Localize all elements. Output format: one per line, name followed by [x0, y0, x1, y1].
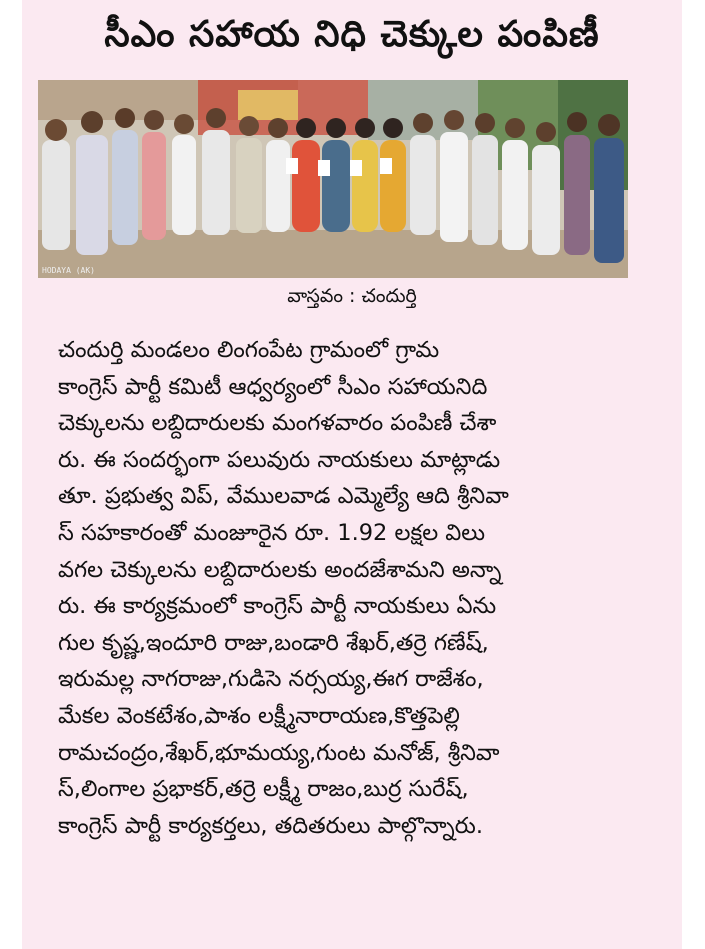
body-line: కాంగ్రెస్ పార్టీ కమిటీ ఆధ్వర్యంలో సీఎం సహాయనిది [58, 373, 488, 400]
body-line: స్,లింగాల ప్రభాకర్,తర్రె లక్ష్మీ రాజం,బుర్ర సురేష్, [58, 776, 469, 803]
dateline: వాస్తవం : చందుర్తి [287, 285, 417, 307]
body-line: స్ సహకారంతో మంజూరైన రూ. 1.92 లక్షల విలు [58, 519, 486, 546]
body-line: చెక్కులను లబ్దిదారులకు మంగళవారం పంపిణీ చేశా [58, 410, 497, 437]
body-line: రు. ఈ కార్యక్రమంలో కాంగ్రెస్ పార్టీ నాయకులు ఏను [58, 593, 497, 620]
body-line: తూ. ప్రభుత్వ విప్, వేములవాడ ఎమ్మెల్యే ఆది శ్రీనివా [58, 483, 509, 510]
body-line: మేకల వెంకటేశం,పాశం లక్ష్మీనారాయణ,కొత్తపెల్లి [58, 702, 460, 729]
body-line: చందుర్తి మండలం లింగంపేట గ్రామంలో గ్రామ [58, 337, 440, 363]
news-photo [38, 80, 628, 278]
body-line: రామచంద్రం,శేఖర్,భూమయ్య,గుంట మనోజ్, శ్రీనివా [58, 739, 500, 766]
headline: సీఎం సహాయ నిధి చెక్కుల పంపిణీ [104, 14, 600, 55]
group-photo-illustration [38, 80, 628, 278]
article-body [58, 332, 678, 844]
body-line: కాంగ్రెస్ పార్టీ కార్యకర్తలు, తదితరులు పాల్గొన్నారు. [58, 812, 483, 839]
body-line: ఇరుమల్ల నాగరాజు,గుడిసె నర్సయ్య,ఈగ రాజేశం, [58, 666, 484, 693]
body-line: గుల కృష్ణ,ఇందూరి రాజు,బండారి శేఖర్,తర్రె గణేష్, [58, 629, 489, 656]
body-line: వగల చెక్కులను లబ్దిదారులకు అందజేశామని అన్నా [58, 556, 502, 583]
body-line: రు. ఈ సందర్భంగా పలువురు నాయకులు మాట్లాడు [58, 446, 501, 473]
photo-watermark: HODAYA (AK) [42, 266, 95, 275]
